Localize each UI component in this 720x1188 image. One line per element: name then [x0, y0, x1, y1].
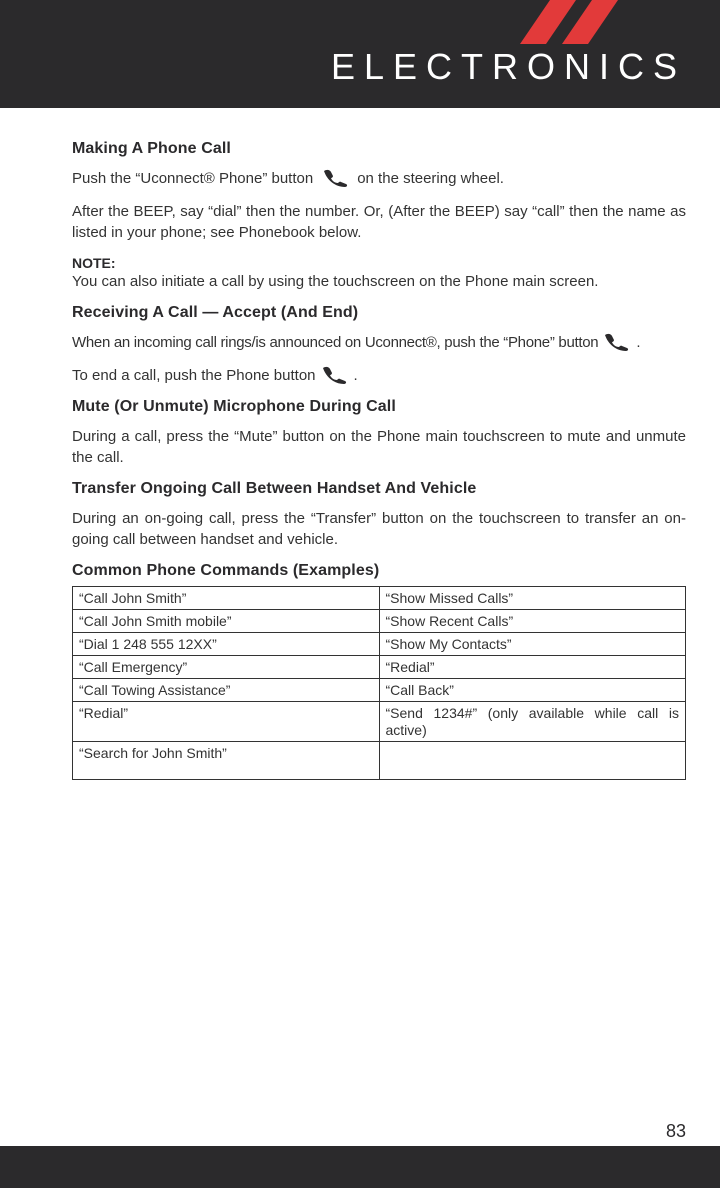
table-row [73, 656, 686, 679]
table-cell [379, 742, 686, 780]
table-row [73, 610, 686, 633]
table-row [73, 742, 686, 780]
table-cell: “Send 1234#” (only available while call is active) [379, 702, 686, 742]
heading-mute: Mute (Or Unmute) Microphone During Call [72, 398, 396, 415]
table-row [73, 587, 686, 610]
receiving-call-line2-end: . [353, 367, 358, 384]
table-cell: “Call Back” [379, 679, 686, 702]
making-call-line2: After the BEEP, say “dial” then the number. Or, (After the BEEP) say “call” then the name as listed in your phone; see Phonebook below. [72, 203, 686, 241]
note-label: NOTE: [72, 255, 116, 271]
making-call-line1-text-after: on the steering wheel. [357, 170, 504, 187]
section-title: ELECTRONICS [330, 46, 686, 87]
footer-bar [0, 1146, 720, 1188]
mute-text: During a call, press the “Mute” button on the Phone main touchscreen to mute and unmute the call. [72, 428, 686, 466]
heading-making-call: Making A Phone Call [72, 140, 231, 157]
phone-handset-icon [602, 332, 632, 352]
table-cell: “Redial” [379, 656, 686, 679]
heading-transfer: Transfer Ongoing Call Between Handset And Vehicle [72, 480, 477, 497]
table-cell: “Call Towing Assistance” [73, 679, 380, 702]
page-content [72, 140, 686, 780]
accent-stripes-icon [520, 0, 630, 44]
table-row [73, 702, 686, 742]
header-bar [0, 0, 720, 108]
table-cell: “Search for John Smith” [73, 742, 380, 780]
table-cell: “Show Recent Calls” [379, 610, 686, 633]
heading-receiving-call: Receiving A Call — Accept (And End) [72, 304, 359, 321]
transfer-text: During an on-going call, press the “Transfer” button on the touchscreen to transfer an on-going call between handset and vehicle. [72, 510, 686, 548]
table-cell: “Redial” [73, 702, 380, 742]
receiving-call-line2 [72, 365, 686, 386]
table-row [73, 679, 686, 702]
commands-table [72, 586, 686, 780]
making-call-line1 [72, 168, 686, 189]
receiving-call-line1-end: . [636, 334, 641, 351]
table-row [73, 633, 686, 656]
table-cell: “Show Missed Calls” [379, 587, 686, 610]
receiving-call-line1 [72, 332, 686, 353]
making-call-line1-text: Push the “Uconnect® Phone” button [72, 170, 314, 187]
phone-handset-icon [320, 365, 350, 385]
page-number: 83 [665, 1121, 686, 1141]
table-cell: “Call John Smith mobile” [73, 610, 380, 633]
heading-commands: Common Phone Commands (Examples) [72, 562, 380, 579]
table-cell: “Call John Smith” [73, 587, 380, 610]
receiving-call-line1-text: When an incoming call rings/is announced on Uconnect®, push the “Phone” button [72, 334, 599, 351]
table-cell: “Call Emergency” [73, 656, 380, 679]
table-cell: “Dial 1 248 555 12XX” [73, 633, 380, 656]
receiving-call-line2-text: To end a call, push the Phone button [72, 367, 316, 384]
note-text: You can also initiate a call by using the touchscreen on the Phone main screen. [72, 273, 599, 290]
table-cell: “Show My Contacts” [379, 633, 686, 656]
phone-handset-icon [321, 168, 351, 188]
